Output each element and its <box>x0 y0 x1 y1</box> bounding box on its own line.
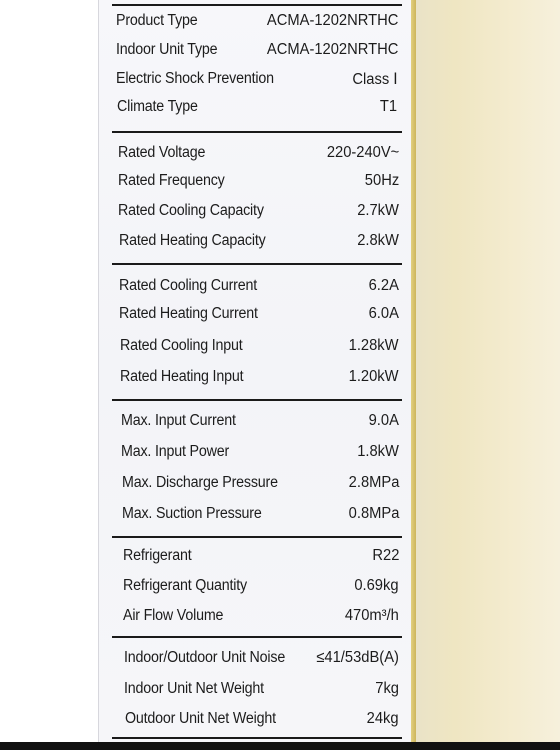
section-divider <box>112 399 402 401</box>
spec-value: 1.28kW <box>349 337 399 354</box>
spec-value: ACMA-1202NRTHC <box>266 41 398 58</box>
spec-value: 6.0A <box>368 305 399 322</box>
spec-value: 470m³/h <box>344 607 399 624</box>
spec-value: 2.8MPa <box>348 474 399 491</box>
spec-value: 2.8kW <box>357 232 399 249</box>
spec-name: Indoor Unit Type <box>116 41 218 58</box>
spec-name: Product Type <box>116 12 198 29</box>
spec-name: Rated Cooling Input <box>120 337 243 354</box>
section-divider <box>112 737 402 739</box>
spec-name: Air Flow Volume <box>123 607 224 624</box>
spec-value: 7kg <box>375 680 399 697</box>
spec-value: R22 <box>371 547 399 564</box>
spec-value: 0.69kg <box>354 577 399 594</box>
spec-name: Indoor Unit Net Weight <box>124 680 264 697</box>
background-surface <box>410 0 560 750</box>
spec-value: ACMA-1202NRTHC <box>266 12 398 29</box>
spec-value: T1 <box>379 98 397 115</box>
spec-name: Max. Suction Pressure <box>122 505 262 522</box>
spec-value: 1.8kW <box>357 443 399 460</box>
spec-value: 6.2A <box>368 277 399 294</box>
spec-value: 24kg <box>367 710 399 727</box>
section-divider <box>112 536 402 538</box>
section-divider <box>112 131 402 133</box>
spec-name: Max. Input Power <box>121 443 230 460</box>
spec-name: Rated Cooling Capacity <box>118 202 264 219</box>
section-divider <box>112 636 402 638</box>
spec-name: Rated Heating Capacity <box>119 232 266 249</box>
spec-name: Rated Heating Current <box>119 305 258 322</box>
spec-name: Rated Voltage <box>118 144 206 161</box>
spec-name: Outdoor Unit Net Weight <box>125 710 276 727</box>
spec-name: Refrigerant <box>123 547 192 564</box>
spec-name: Climate Type <box>117 98 198 115</box>
spec-name: Rated Heating Input <box>120 368 244 385</box>
spec-value: 0.8MPa <box>348 505 399 522</box>
spec-value: 2.7kW <box>357 202 399 219</box>
spec-name: Max. Input Current <box>121 412 236 429</box>
section-divider <box>112 4 402 6</box>
spec-name: Refrigerant Quantity <box>123 577 247 594</box>
spec-value: 50Hz <box>364 172 399 189</box>
spec-value: 9.0A <box>368 412 399 429</box>
spec-value: 220-240V~ <box>326 144 399 161</box>
spec-value: 1.20kW <box>349 368 399 385</box>
section-divider <box>112 263 402 265</box>
bottom-dark-edge <box>0 742 560 750</box>
spec-name: Electric Shock Prevention <box>116 70 274 87</box>
spec-name: Rated Cooling Current <box>119 277 258 294</box>
spec-name: Indoor/Outdoor Unit Noise <box>124 649 286 666</box>
spec-name: Max. Discharge Pressure <box>122 474 278 491</box>
spec-name: Rated Frequency <box>118 172 225 189</box>
spec-value: ≤41/53dB(A) <box>316 649 399 666</box>
spec-value: Class Ⅰ <box>352 71 398 88</box>
